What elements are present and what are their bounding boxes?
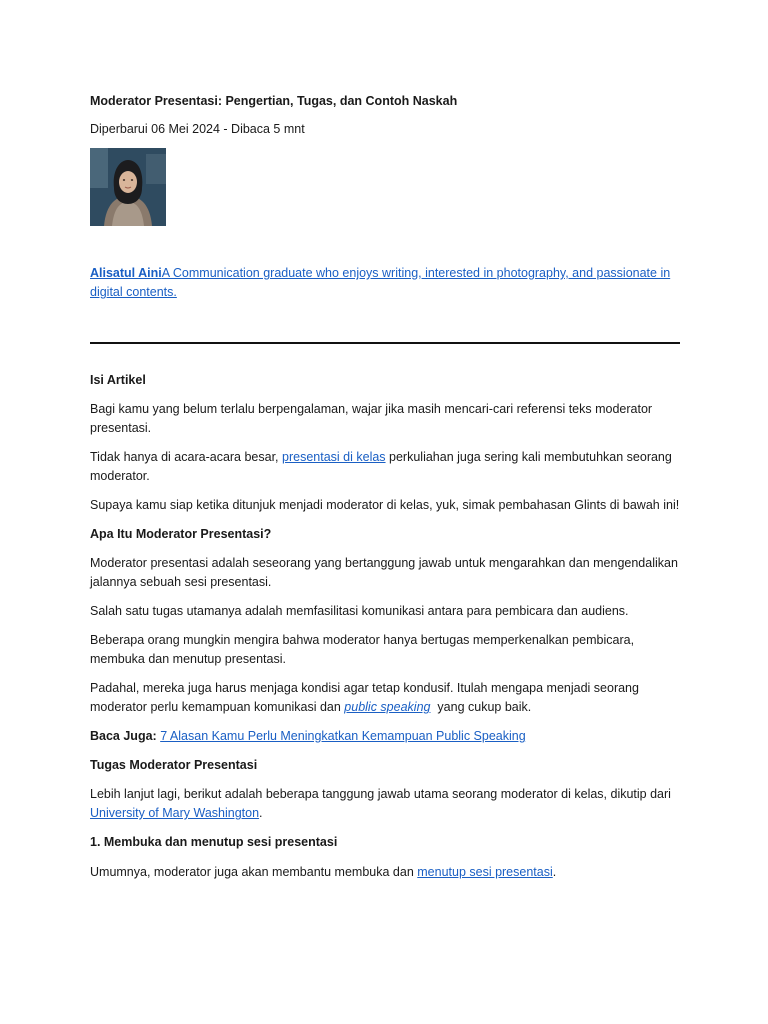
paragraph-text: .: [552, 865, 557, 879]
paragraph: Moderator presentasi adalah seseorang yang bertanggung jawab untuk mengarahkan dan mengendalikan jalannya sebuah sesi presentasi.: [90, 556, 678, 589]
article-meta: Diperbarui 06 Mei 2024 - Dibaca 5 mnt: [90, 122, 305, 136]
paragraph: Salah satu tugas utamanya adalah memfasilitasi komunikasi antara para pembicara dan audiens.: [90, 604, 629, 618]
paragraph: Supaya kamu siap ketika ditunjuk menjadi moderator di kelas, yuk, simak pembahasan Glints di bawah ini!: [90, 498, 680, 512]
author-avatar: [90, 148, 166, 226]
author-bio-link[interactable]: A Communication graduate who enjoys writing, interested in photography, and passionate in digital contents.: [90, 266, 671, 299]
paragraph: [90, 785, 680, 823]
toc-heading: Isi Artikel: [90, 373, 146, 387]
paragraph-text: Tidak hanya di acara-acara besar,: [90, 450, 283, 464]
article-content: [90, 92, 680, 882]
divider: [90, 342, 680, 344]
section-heading: Tugas Moderator Presentasi: [90, 758, 258, 772]
menutup-sesi-link[interactable]: menutup sesi presentasi: [417, 865, 553, 879]
subsection-heading: 1. Membuka dan menutup sesi presentasi: [90, 835, 338, 849]
article-title: Moderator Presentasi: Pengertian, Tugas, dan Contoh Naskah: [90, 94, 458, 108]
umw-link[interactable]: University of Mary Washington: [90, 806, 260, 820]
author-line: [90, 264, 680, 302]
author-name-link[interactable]: Alisatul Aini: [90, 266, 162, 280]
paragraph-text: Lebih lanjut lagi, berikut adalah beberapa tanggung jawab utama seorang moderator di kelas, dikutip dari: [90, 787, 671, 801]
author-photo-icon: [90, 148, 166, 226]
paragraph: [90, 863, 680, 882]
paragraph: [90, 679, 680, 717]
baca-juga-link[interactable]: 7 Alasan Kamu Perlu Meningkatkan Kemampuan Public Speaking: [160, 729, 526, 743]
paragraph-text: yang cukup baik.: [430, 700, 532, 714]
paragraph-text: Padahal, mereka juga harus menjaga kondisi agar tetap kondusif. Itulah mengapa menjadi seorang moderator perlu kemampuan komunikasi dan: [90, 681, 639, 714]
presentasi-di-kelas-link[interactable]: presentasi di kelas: [282, 450, 386, 464]
paragraph: Bagi kamu yang belum terlalu berpengalaman, wajar jika masih mencari-cari referensi teks moderator presentasi.: [90, 402, 653, 435]
paragraph-text: Umumnya, moderator juga akan membantu membuka dan: [90, 865, 418, 879]
public-speaking-link[interactable]: public speaking: [344, 700, 431, 714]
paragraph: [90, 448, 680, 486]
section-heading: Apa Itu Moderator Presentasi?: [90, 527, 272, 541]
paragraph-text: .: [259, 806, 263, 820]
baca-juga-label: Baca Juga:: [90, 729, 157, 743]
baca-juga: [90, 727, 680, 746]
paragraph-text: perkuliahan juga sering kali membutuhkan seorang moderator.: [90, 450, 672, 483]
paragraph: Beberapa orang mungkin mengira bahwa moderator hanya bertugas memperkenalkan pembicara, membuka dan menutup presentasi.: [90, 633, 635, 666]
